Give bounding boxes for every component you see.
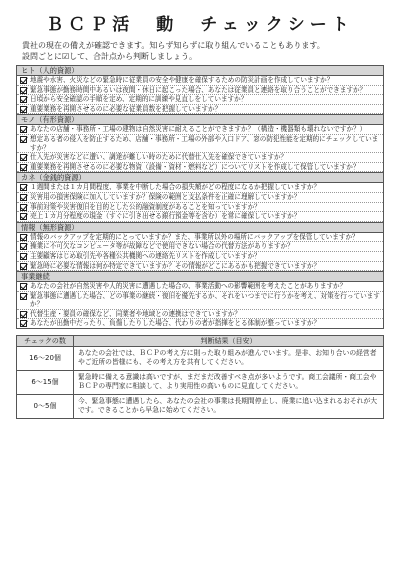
result-text: 緊急時に備える意識は高いですが、まだまだ改善すべき点が多いようです。商工会議所・商工会やＢＣＰの専門家に相談して、より実用性の高いものに見直してください。 bbox=[78, 372, 377, 391]
result-table bbox=[16, 335, 384, 418]
checklist-item-text: 緊急事態に遭遇した場合、どの事業の継続・復旧を優先するか、それをいつまでに行うかを考え、対策を行っていますか？ bbox=[30, 291, 380, 309]
checkbox[interactable] bbox=[20, 154, 27, 161]
checkbox[interactable] bbox=[20, 320, 27, 327]
checkbox[interactable] bbox=[20, 164, 27, 171]
checklist-item-text: 想定ある者の侵入を防止するため、店舗・事務所・工場の外部や入口ドア、窓の防犯性能を定期的にチェックしていますか？ bbox=[30, 134, 379, 152]
checkbox[interactable] bbox=[20, 293, 27, 300]
checklist-item bbox=[17, 292, 383, 310]
result-range: 16～20個 bbox=[17, 347, 74, 370]
checkbox[interactable] bbox=[20, 213, 27, 220]
checklist-item bbox=[17, 153, 383, 163]
result-range: 0～5個 bbox=[17, 395, 74, 418]
result-table-header bbox=[17, 336, 383, 347]
checklist-item bbox=[17, 262, 383, 272]
result-row bbox=[17, 347, 383, 371]
checklist-item-text: 代替生産・要員の確保など、同業者や地域との連携はできていますか？ bbox=[30, 309, 241, 318]
checklist-item-text: 重要業務を再開させるのに必要な物資（設備・資材・燃料など）についてリストを作成して保管していますか？ bbox=[30, 162, 360, 171]
checkbox[interactable] bbox=[20, 253, 27, 260]
checklist-item-text: 情報のバックアップを定期的にとっていますか？また、事業所以外の場所にバックアップを保管していますか？ bbox=[30, 232, 359, 241]
checkbox[interactable] bbox=[20, 136, 27, 143]
result-judgement-header: 判断結果（目安） bbox=[200, 337, 257, 346]
checklist-item bbox=[17, 86, 383, 96]
result-range: 6～15個 bbox=[17, 371, 74, 394]
checklist-item bbox=[17, 135, 383, 153]
checklist-item-text: 災害用の損害保険に加入していますか？保険の範囲と支払条件を正確に理解していますか？ bbox=[30, 192, 301, 201]
checklist-item-text: 仕入先が災害などに遭い、調達が難しい時のために代替仕入先を確保できていますか？ bbox=[30, 153, 288, 162]
checkbox[interactable] bbox=[20, 234, 27, 241]
checklist-item bbox=[17, 193, 383, 203]
result-row bbox=[17, 395, 383, 418]
checklist-item bbox=[17, 105, 383, 115]
checkbox[interactable] bbox=[20, 126, 27, 133]
checkbox[interactable] bbox=[20, 96, 27, 103]
checklist-item bbox=[17, 319, 383, 328]
checklist-item-text: 緊急事態が勤務時間中あるいは夜間・休日に起こった場合、あなたは従業員と連絡を取り合うことができますか？ bbox=[30, 85, 367, 94]
checkbox[interactable] bbox=[20, 194, 27, 201]
checklist-item-text: 売上１カ月分程度の現金（すぐに引き出せる銀行預金等を含む）を常に確保していますか？ bbox=[30, 212, 301, 221]
checklist-item-text: あなたの会社が自然災害や人的災害に遭遇した場合の、事業活動への影響範囲を考えたことがありますか？ bbox=[30, 282, 347, 291]
checklist-item-text: 操業に不可欠なコンピュータ等が故障などで使用できない場合の代替方法がありますか？ bbox=[30, 242, 294, 251]
section-heading: 事業継続 bbox=[17, 271, 383, 282]
checklist-item bbox=[17, 233, 383, 243]
checklist-item-text: 重要業務を再開させるのに必要な従業員数を把握していますか？ bbox=[30, 104, 222, 113]
checkbox[interactable] bbox=[20, 283, 27, 290]
result-text: 今、緊急事態に遭遇したら、あなたの会社の事業は長期間停止し、廃業に追い込まれるおそれが大です。できることから早急に始めてください。 bbox=[78, 396, 378, 415]
checklist-item-text: 主要顧客はじめ取引先や各種公共機関への連絡先リストを作成していますか？ bbox=[30, 251, 261, 260]
checkbox[interactable] bbox=[20, 106, 27, 113]
checklist-item-text: 日頃から安全確認の手順を定め、定期的に訓練や見直しをしていますか？ bbox=[30, 95, 248, 104]
checklist-item-text: あなたが出勤中だったり、負傷したりした場合、代わりの者が指揮をとる体制が整っていますか？ bbox=[30, 319, 321, 328]
checklist-item-text: 事前対策や災害復旧を目的とした公的融資制度があることを知っていますか？ bbox=[30, 202, 261, 211]
checklist-item-text: 緊急時に必要な情報は何か特定できていますか？その情報がどこにあるかも把握できていますか？ bbox=[30, 261, 321, 270]
checklist-item-text: 地震や水害、火災などの緊急時に従業員の安全や健康を確保するための防災計画を作成していますか？ bbox=[30, 76, 334, 84]
intro-text bbox=[22, 40, 384, 62]
checkbox[interactable] bbox=[20, 311, 27, 318]
checkbox[interactable] bbox=[20, 263, 27, 270]
checklist-item bbox=[17, 163, 383, 173]
checklist-item bbox=[17, 252, 383, 262]
checklist-item bbox=[17, 212, 383, 222]
checkbox[interactable] bbox=[20, 243, 27, 250]
checklist-item bbox=[17, 125, 383, 135]
result-text: あなたの会社では、ＢＣＰの考え方に則った取り組みが進んでいます。是非、お知り合いの経営者やご近所の皆様にも、その考え方を共有してください。 bbox=[78, 349, 377, 367]
checklist-item-text: あなたの店舗・事務所・工場の建物は自然災害に耐えることができますか？（構造・機器類も壊れないですか？） bbox=[30, 125, 367, 134]
section-heading: モノ（有形資源） bbox=[17, 114, 383, 125]
checklist-item bbox=[17, 183, 383, 193]
checklist-item bbox=[17, 95, 383, 105]
checkbox[interactable] bbox=[20, 204, 27, 211]
checkbox[interactable] bbox=[20, 184, 27, 191]
checklist-item bbox=[17, 242, 383, 252]
intro-line: 設問ごとに☑して、合計点から判断しましょう。 bbox=[22, 52, 198, 61]
checklist-item bbox=[17, 203, 383, 213]
section-heading: 情報（無形資源） bbox=[17, 222, 383, 233]
checklist-item bbox=[17, 76, 383, 86]
checklist-item-text: １週間または１カ月間程度、事業を中断した場合の損失額がどの程度になるか把握していますか？ bbox=[30, 183, 321, 192]
section-heading: ヒト（人的資源） bbox=[17, 66, 383, 76]
result-row bbox=[17, 371, 383, 395]
result-count-header: チェックの数 bbox=[17, 336, 74, 346]
intro-line: 貴社の現在の備えが確認できます。知らず知らずに取り組んでいることもあります。 bbox=[22, 41, 325, 50]
checklist bbox=[16, 65, 384, 329]
section-heading: カネ（金銭的資源） bbox=[17, 172, 383, 183]
checkbox[interactable] bbox=[20, 77, 27, 84]
checkbox[interactable] bbox=[20, 87, 27, 94]
page-title: ＢＣＰ活 動 チェックシート bbox=[46, 15, 354, 35]
checklist-item bbox=[17, 282, 383, 292]
